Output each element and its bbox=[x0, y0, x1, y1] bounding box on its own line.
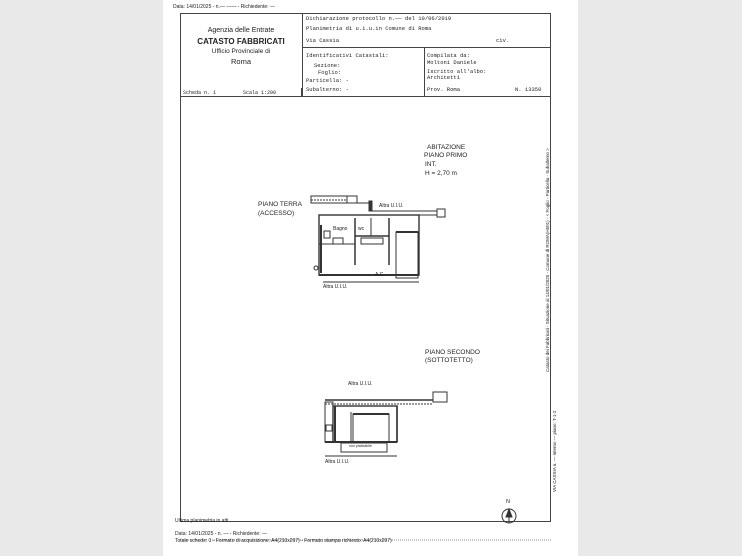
declaration-protocol: Dichiarazione protocollo n.—— del 10/06/2019 bbox=[306, 15, 452, 22]
label-wc: wc bbox=[358, 226, 365, 232]
piano-primo-plan bbox=[311, 196, 445, 282]
agency-title: CATASTO FABBRICATI bbox=[197, 37, 285, 46]
footer-totale: Totale schede: 1 - Formato di acquisizione: A4(210x297) - Formato stampa richiesto: A4(210x297) bbox=[175, 538, 392, 544]
declaration-civ: civ. bbox=[496, 37, 510, 44]
piano-secondo-plan bbox=[325, 392, 447, 456]
identifiers-sezione: Sezione: bbox=[314, 62, 341, 69]
label-piano-secondo: PIANO SECONDO bbox=[425, 349, 480, 356]
header-line: Data: 14/01/2025 - n.— —— - Richiedente: — bbox=[173, 4, 275, 10]
north-arrow-icon bbox=[502, 509, 516, 523]
footer-data: Data: 14/01/2025 - n. — - Richiedente: — bbox=[175, 531, 267, 537]
compiled-number: N. 13350 bbox=[515, 86, 542, 93]
compiled-register-value: Architetti bbox=[427, 74, 461, 81]
floor-plan-drawing bbox=[163, 0, 578, 556]
label-abitazione: ABITAZIONE bbox=[427, 144, 466, 151]
side-text-2: VIA CASSIA n. — Interno — piano: T-1-2 bbox=[552, 410, 557, 492]
scheda-scale: Scala 1:200 bbox=[243, 90, 277, 96]
label-height: H = 2,70 m bbox=[425, 170, 457, 177]
compiled-title: Compilata da: bbox=[427, 52, 470, 59]
label-int: INT. bbox=[425, 161, 437, 168]
label-north: N bbox=[506, 499, 510, 505]
agency-name: Agenzia delle Entrate bbox=[207, 27, 275, 34]
identifiers-particella: Particella: - bbox=[306, 77, 349, 84]
label-ac: A.C. bbox=[375, 272, 385, 278]
declaration-planimetry: Planimetria di u.i.u.in Comune di Roma bbox=[306, 25, 432, 32]
label-non-praticabile: non praticabile bbox=[349, 444, 372, 448]
compiled-province: Prov. Roma bbox=[427, 86, 461, 93]
planimetry-sheet bbox=[163, 0, 578, 556]
label-piano-primo: PIANO PRIMO bbox=[424, 152, 468, 159]
label-altra-uiu-1: Altra U.I.U. bbox=[379, 203, 404, 209]
agency-city: Roma bbox=[230, 57, 251, 66]
scheda-label: Scheda n. 1 bbox=[183, 90, 217, 96]
identifiers-title: Identificativi Catastali: bbox=[306, 52, 389, 59]
identifiers-foglio: Foglio: bbox=[318, 69, 342, 76]
compiled-register-label: Iscritto all'albo: bbox=[427, 68, 487, 75]
declaration-street: Via Cassia bbox=[306, 37, 340, 44]
label-piano-terra: PIANO TERRA bbox=[258, 201, 302, 208]
identifiers-subalterno: Subalterno: - bbox=[306, 86, 349, 93]
agency-office: Ufficio Provinciale di bbox=[211, 48, 271, 55]
label-altra-uiu-4: Altra U.I.U. bbox=[325, 459, 350, 465]
label-altra-uiu-3: Altra U.I.U. bbox=[348, 381, 373, 387]
label-bagno: Bagno bbox=[333, 226, 348, 232]
side-text: Catasto dei Fabbricati - Situazione al 14/01/2025 - Comune di ROMA(H501) - < Foglio - Particella - Subalterno > bbox=[545, 148, 550, 372]
compiled-name: Moltoni Daniele bbox=[427, 59, 477, 66]
label-altra-uiu-2: Altra U.I.U. bbox=[323, 284, 348, 290]
label-accesso: (ACCESSO) bbox=[258, 210, 295, 217]
label-sottotetto: (SOTTOTETTO) bbox=[425, 357, 473, 364]
footer-ultima: Ultima planimetria in atti bbox=[175, 518, 229, 524]
